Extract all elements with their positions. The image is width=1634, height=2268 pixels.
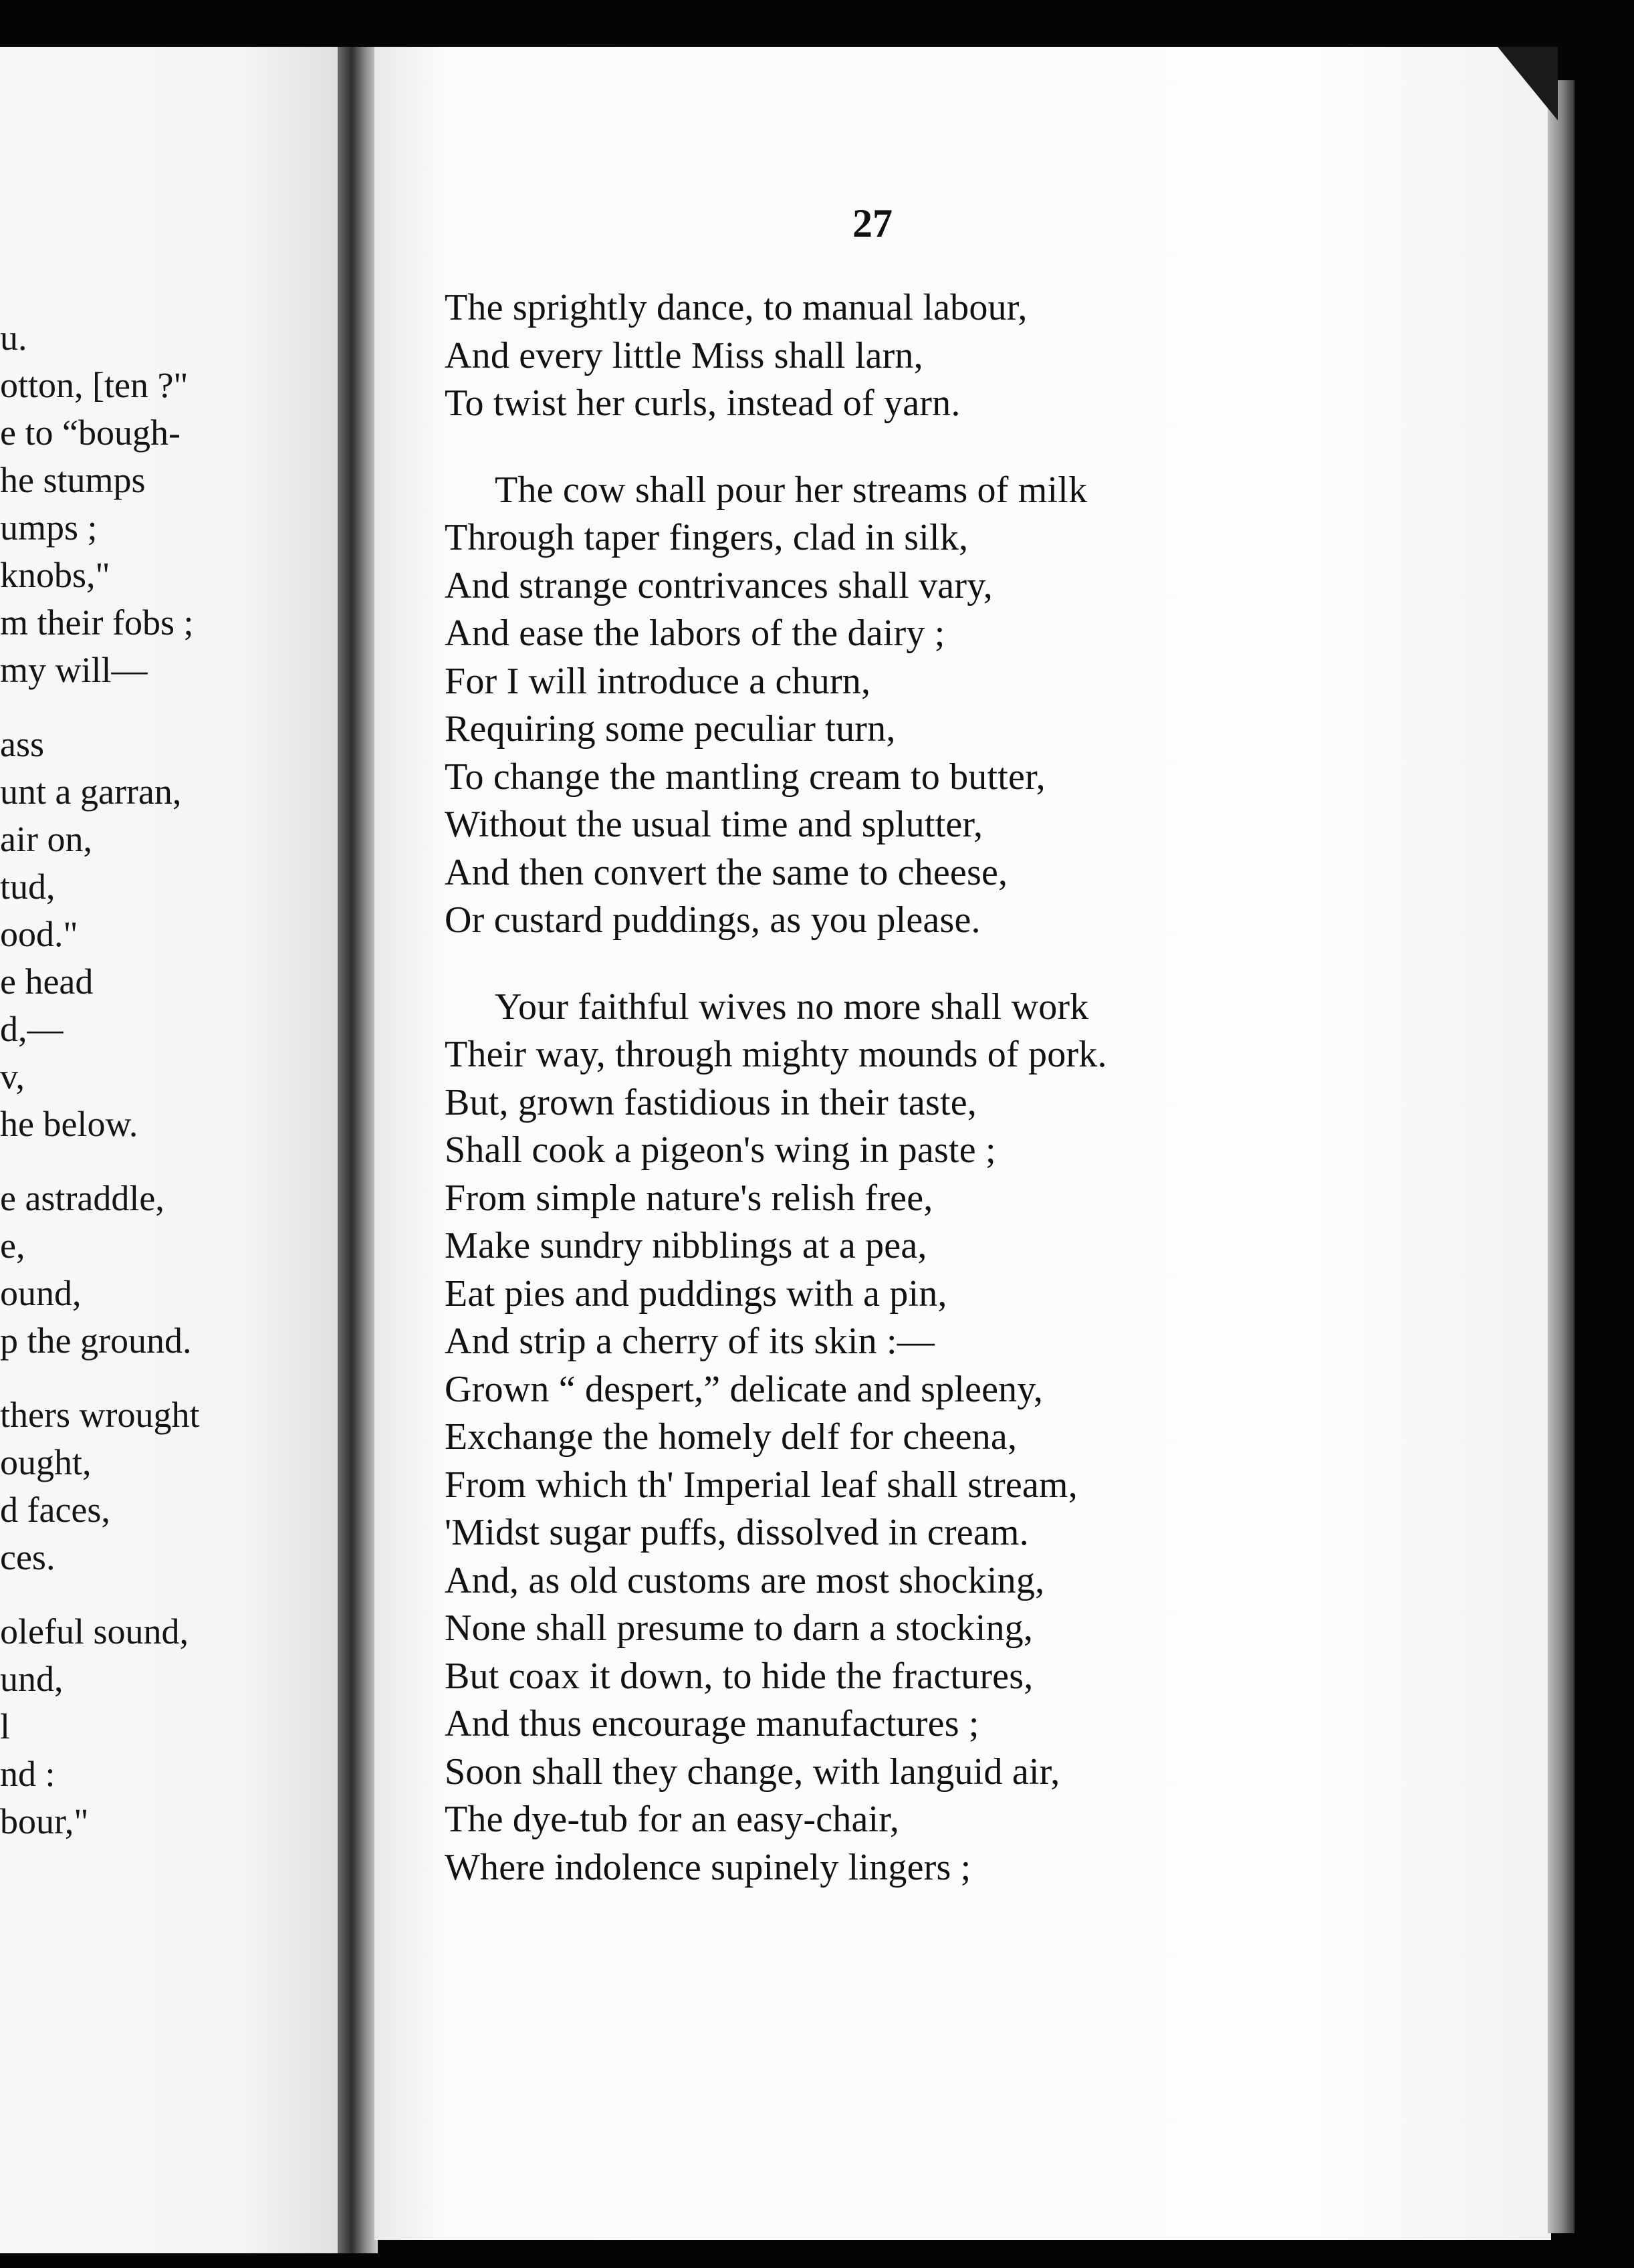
facing-page-line: unt a garran, xyxy=(0,772,182,812)
poem-text xyxy=(445,284,1554,1930)
verse-line: Or custard puddings, as you please. xyxy=(445,899,981,941)
facing-page-line: e head xyxy=(0,961,94,1002)
verse-line: Their way, through mighty mounds of pork. xyxy=(445,1034,1107,1075)
facing-page-line: otton, [ten ?" xyxy=(0,365,189,405)
verse-line: 'Midst sugar puffs, dissolved in cream. xyxy=(445,1512,1029,1553)
facing-page-line: he stumps xyxy=(0,460,146,500)
facing-page-line: m their fobs ; xyxy=(0,602,194,643)
verse-line: The cow shall pour her streams of milk xyxy=(495,469,1088,511)
verse-line: Where indolence supinely lingers ; xyxy=(445,1846,971,1888)
verse-line: None shall presume to darn a stocking, xyxy=(445,1607,1034,1649)
facing-page-line: my will— xyxy=(0,650,148,690)
verse-line: Exchange the homely delf for cheena, xyxy=(445,1416,1018,1458)
book-gutter xyxy=(338,47,378,2253)
facing-page-line: e to “bough- xyxy=(0,413,181,453)
verse-line: And ease the labors of the dairy ; xyxy=(445,612,945,654)
facing-page-line: knobs," xyxy=(0,555,110,595)
verse-line: Without the usual time and splutter, xyxy=(445,804,983,845)
facing-page-line: umps ; xyxy=(0,507,98,548)
verse-line: And strange contrivances shall vary, xyxy=(445,564,993,606)
page-number: 27 xyxy=(852,201,893,245)
verse-line: Make sundry nibblings at a pea, xyxy=(445,1225,927,1266)
verse-line: The dye-tub for an easy-chair, xyxy=(445,1799,900,1840)
facing-page-line: nd : xyxy=(0,1754,55,1794)
facing-page-line: air on, xyxy=(0,819,92,859)
folded-corner xyxy=(1498,47,1558,120)
facing-page-line: oleful sound, xyxy=(0,1611,189,1652)
verse-line: Eat pies and puddings with a pin, xyxy=(445,1272,947,1315)
facing-page-line: bour," xyxy=(0,1801,89,1841)
verse-line: Shall cook a pigeon's wing in paste ; xyxy=(445,1129,996,1171)
verse-line: Through taper fingers, clad in silk, xyxy=(445,517,969,558)
facing-page-line: ound, xyxy=(0,1273,82,1313)
stanza xyxy=(445,984,1554,1892)
verse-line: To twist her curls, instead of yarn. xyxy=(445,382,961,424)
verse-line: Your faithful wives no more shall work xyxy=(495,986,1089,1028)
verse-line: And strip a cherry of its skin :— xyxy=(445,1321,935,1362)
facing-page-line: p the ground. xyxy=(0,1321,192,1361)
verse-line: Soon shall they change, with languid air, xyxy=(445,1750,1060,1793)
verse-line: Requiring some peculiar turn, xyxy=(445,708,896,750)
facing-page-line: thers wrought xyxy=(0,1395,200,1435)
verse-line: To change the mantling cream to butter, xyxy=(445,756,1046,798)
facing-page-line: d,— xyxy=(0,1009,64,1049)
facing-page-line: und, xyxy=(0,1659,64,1699)
verse-line: Grown “ despert,” delicate and spleeny, xyxy=(445,1368,1044,1410)
verse-line: But, grown fastidious in their taste, xyxy=(445,1081,977,1123)
stanza xyxy=(445,467,1554,945)
facing-page-line: e, xyxy=(0,1226,25,1266)
verse-line: And thus encourage manufactures ; xyxy=(445,1703,979,1744)
facing-page xyxy=(0,47,348,2253)
verse-line: For I will introduce a churn, xyxy=(445,660,871,702)
facing-page-line: l xyxy=(0,1706,11,1746)
verse-line: And then convert the same to cheese, xyxy=(445,851,1008,893)
facing-page-line: u. xyxy=(0,318,27,358)
verse-line: And, as old customs are most shocking, xyxy=(445,1559,1045,1601)
verse-line: From which th' Imperial leaf shall stream, xyxy=(445,1464,1078,1506)
facing-page-line: tud, xyxy=(0,867,55,907)
verse-line: The sprightly dance, to manual labour, xyxy=(445,287,1028,328)
facing-page-line: ass xyxy=(0,724,44,764)
facing-page-line: e astraddle, xyxy=(0,1178,164,1218)
verse-line: But coax it down, to hide the fractures, xyxy=(445,1655,1034,1697)
verse-line: And every little Miss shall larn, xyxy=(445,334,923,376)
facing-page-line: d faces, xyxy=(0,1490,110,1530)
facing-page-line: he below. xyxy=(0,1104,138,1144)
facing-page-line: v, xyxy=(0,1056,25,1097)
facing-page-line: ought, xyxy=(0,1442,92,1482)
verse-line: From simple nature's relish free, xyxy=(445,1177,933,1219)
stanza xyxy=(445,284,1554,428)
facing-page-line: ces. xyxy=(0,1537,55,1577)
facing-page-line: ood." xyxy=(0,914,78,954)
